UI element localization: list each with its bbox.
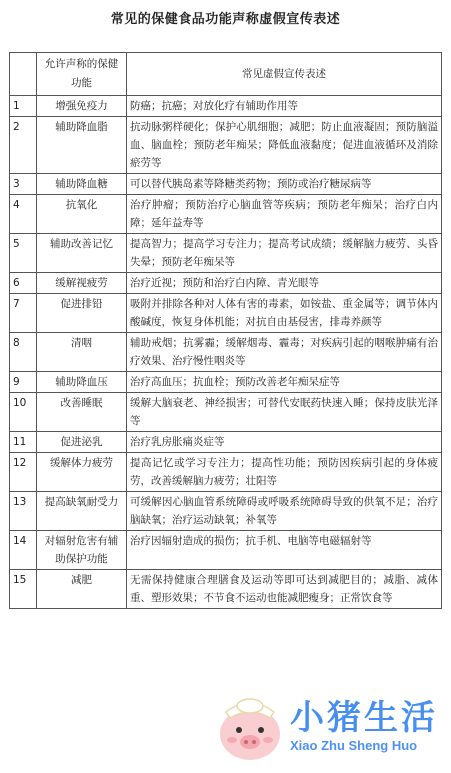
row-number: 11 (10, 432, 37, 453)
row-false-claims: 抗动脉粥样硬化；保护心肌细胞；减肥；防止血液凝固；预防脑溢血、脑血栓；预防老年痴呆；降低血液黏度；促进血液循环及消除瘀劳等 (127, 117, 442, 174)
row-allowed-function: 促进排铅 (37, 294, 127, 333)
row-false-claims: 提高记忆或学习专注力；提高性功能；预防因疾病引起的身体疲劳，改善缓解脑力疲劳；壮阳等 (127, 453, 442, 492)
row-number: 3 (10, 174, 37, 195)
row-allowed-function: 辅助降血压 (37, 372, 127, 393)
row-false-claims: 缓解大脑衰老、神经损害；可替代安眠药快速入睡；保持皮肤光泽等 (127, 393, 442, 432)
row-allowed-function: 增强免疫力 (37, 96, 127, 117)
row-number: 6 (10, 273, 37, 294)
row-allowed-function: 改善睡眠 (37, 393, 127, 432)
table-row (10, 273, 442, 294)
row-number: 8 (10, 333, 37, 372)
row-false-claims: 治疗乳房胀痛炎症等 (127, 432, 442, 453)
table-row (10, 570, 442, 609)
row-allowed-function: 缓解视疲劳 (37, 273, 127, 294)
row-false-claims: 提高智力；提高学习专注力；提高考试成绩；缓解脑力疲劳、头昏失晕；预防老年痴呆等 (127, 234, 442, 273)
row-allowed-function: 清咽 (37, 333, 127, 372)
row-false-claims: 可以替代胰岛素等降糖类药物；预防或治疗糖尿病等 (127, 174, 442, 195)
row-number: 2 (10, 117, 37, 174)
row-number: 5 (10, 234, 37, 273)
table-row (10, 492, 442, 531)
header-index (10, 53, 37, 96)
row-allowed-function: 提高缺氧耐受力 (37, 492, 127, 531)
table-row (10, 531, 442, 570)
table-row (10, 393, 442, 432)
row-allowed-function: 对辐射危害有辅助保护功能 (37, 531, 127, 570)
row-number: 9 (10, 372, 37, 393)
row-number: 15 (10, 570, 37, 609)
header-allowed-function: 允许声称的保健功能 (37, 53, 127, 96)
table-row (10, 174, 442, 195)
row-number: 1 (10, 96, 37, 117)
watermark-brand: 小猪生活 (290, 698, 438, 738)
row-allowed-function: 辅助降血脂 (37, 117, 127, 174)
row-allowed-function: 辅助改善记忆 (37, 234, 127, 273)
row-false-claims: 治疗高血压；抗血栓；预防改善老年痴呆症等 (127, 372, 442, 393)
row-false-claims: 辅助戒烟；抗雾霾；缓解烟毒、霾毒；对疾病引起的咽喉肿痛有治疗效果、治疗慢性咽炎等 (127, 333, 442, 372)
row-number: 12 (10, 453, 37, 492)
table-row (10, 333, 442, 372)
table-row (10, 453, 442, 492)
table-header-row (10, 53, 442, 96)
header-false-claims: 常见虚假宣传表述 (127, 53, 442, 96)
watermark (212, 688, 447, 768)
table-row (10, 432, 442, 453)
row-number: 4 (10, 195, 37, 234)
table-body (10, 96, 442, 609)
row-number: 10 (10, 393, 37, 432)
row-false-claims: 治疗肿瘤；预防治疗心脑血管等疾病；预防老年痴呆；治疗白内障；延年益寿等 (127, 195, 442, 234)
row-false-claims: 防癌；抗癌；对放化疗有辅助作用等 (127, 96, 442, 117)
table-row (10, 372, 442, 393)
table-row (10, 117, 442, 174)
row-allowed-function: 减肥 (37, 570, 127, 609)
page-title: 常见的保健食品功能声称虚假宣传表述 (110, 12, 341, 27)
row-number: 7 (10, 294, 37, 333)
table-row (10, 96, 442, 117)
row-number: 13 (10, 492, 37, 531)
row-false-claims: 治疗因辐射造成的损伤；抗手机、电脑等电磁辐射等 (127, 531, 442, 570)
row-false-claims: 无需保持健康合理膳食及运动等即可达到减肥目的；减脂、减体重、塑形效果；不节食不运动也能减肥瘦身；正常饮食等 (127, 570, 442, 609)
row-allowed-function: 辅助降血糖 (37, 174, 127, 195)
pig-mascot-icon (212, 692, 288, 764)
claims-table (9, 52, 442, 609)
table-row (10, 234, 442, 273)
row-allowed-function: 抗氧化 (37, 195, 127, 234)
table-row (10, 294, 442, 333)
row-false-claims: 可缓解因心脑血管系统障碍或呼吸系统障碍导致的供氧不足；治疗脑缺氧；治疗运动缺氧；补氧等 (127, 492, 442, 531)
row-allowed-function: 促进泌乳 (37, 432, 127, 453)
row-number: 14 (10, 531, 37, 570)
watermark-pinyin: Xiao Zhu Sheng Huo (290, 738, 418, 753)
row-false-claims: 治疗近视；预防和治疗白内障、青光眼等 (127, 273, 442, 294)
row-allowed-function: 缓解体力疲劳 (37, 453, 127, 492)
row-false-claims: 吸附并排除各种对人体有害的毒素，如铵盐、重金属等；调节体内酸碱度，恢复身体机能；对抗自由基侵害，排毒养颜等 (127, 294, 442, 333)
table-row (10, 195, 442, 234)
